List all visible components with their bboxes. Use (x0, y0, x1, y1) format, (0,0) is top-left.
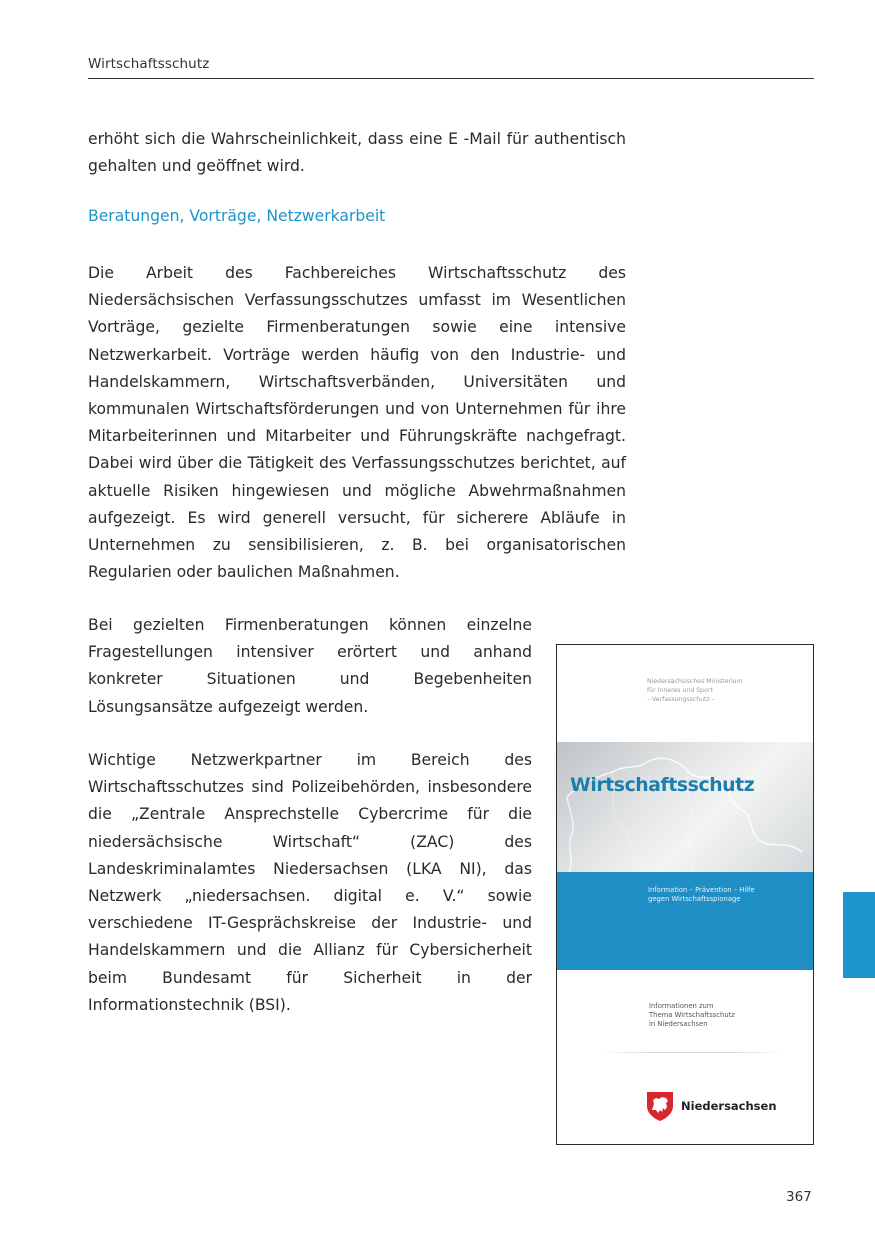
paragraph-beratungen: Bei gezielten Firmenberatungen können einzelne Fragestellungen intensiver erörtert und anhand konkreter Situationen und Begebenheiten Lösungsansätze aufgezeigt werden. (88, 616, 532, 716)
brochure-logo-text: Niedersachsen (681, 1099, 777, 1113)
paragraph-arbeit: Die Arbeit des Fachbereiches Wirtschaftsschutz des Niedersächsischen Verfassungsschutzes umfasst im Wesentlichen Vorträge, gezielte Firmenberatungen sowie eine intensive Netzwerkarbeit. Vorträge werden häufig von den Industrie- und Handelskammern, Wirtschaftsverbänden, Universitäten und kommunalen Wirtschaftsförderungen und von Unternehmen für ihre Mitarbeiterinnen und Mitarbeiter und Führungskräfte nachgefragt. Dabei wird über die Tätigkeit des Verfassungsschutzes berichtet, auf aktuelle Risiken hingewiesen und mögliche Abwehrmaßnahmen aufgezeigt. Es wird generell versucht, für sicherere Abläufe in Unternehmen zu sensibilisieren, z. B. bei organisatorischen Regularien oder baulichen Maßnahmen. (88, 264, 626, 582)
section-heading: Beratungen, Vorträge, Netzwerkarbeit (88, 207, 386, 225)
paragraph-intro: erhöht sich die Wahrscheinlichkeit, dass eine E -Mail für authentisch gehalten und geöffnet wird. (88, 130, 626, 176)
paragraph-netzwerk: Wichtige Netzwerkpartner im Bereich des Wirtschaftsschutzes sind Polizeibehörden, insbesondere die „Zentrale Ansprechstelle Cybercrime für die niedersächsische Wirtschaft“ (ZAC) des Landeskriminalamtes Niedersachsen (LKA NI), das Netzwerk „niedersachsen. digital e. V.“ sowie verschiedene IT-Gesprächskreise der Industrie- und Handelskammern und die Allianz für Cybersicherheit beim Bundesamt für Sicherheit in der Informationstechnik (BSI). (88, 751, 532, 1014)
brochure-band-line: Information – Prävention – Hilfe (648, 886, 755, 894)
chapter-tab-marker (843, 892, 875, 978)
brochure-ministry-line: Niedersächsisches Ministerium (647, 678, 743, 685)
brochure-info-text (649, 1002, 735, 1029)
brochure-ministry-line: – Verfassungsschutz – (647, 696, 715, 703)
brochure-info-line: Informationen zum (649, 1002, 714, 1010)
brochure-band-text (648, 886, 755, 904)
brochure-cover-image (556, 644, 814, 1145)
brochure-ministry-line: für Inneres und Sport (647, 687, 713, 694)
brochure-map-band (557, 742, 813, 872)
coat-of-arms-icon (645, 1090, 675, 1122)
header-rule (88, 78, 814, 79)
niedersachsen-logo (645, 1090, 777, 1122)
brochure-blue-band (557, 872, 813, 970)
running-header: Wirtschaftsschutz (88, 56, 210, 72)
page-number: 367 (786, 1189, 812, 1205)
map-outline-graphic (557, 742, 813, 872)
brochure-info-line: in Niedersachsen (649, 1020, 708, 1028)
brochure-ministry-text (647, 677, 743, 704)
brochure-title: Wirtschaftsschutz (570, 775, 755, 796)
brochure-band-line: gegen Wirtschaftsspionage (648, 895, 741, 903)
brochure-divider (597, 1052, 787, 1053)
brochure-info-line: Thema Wirtschaftsschutz (649, 1011, 735, 1019)
